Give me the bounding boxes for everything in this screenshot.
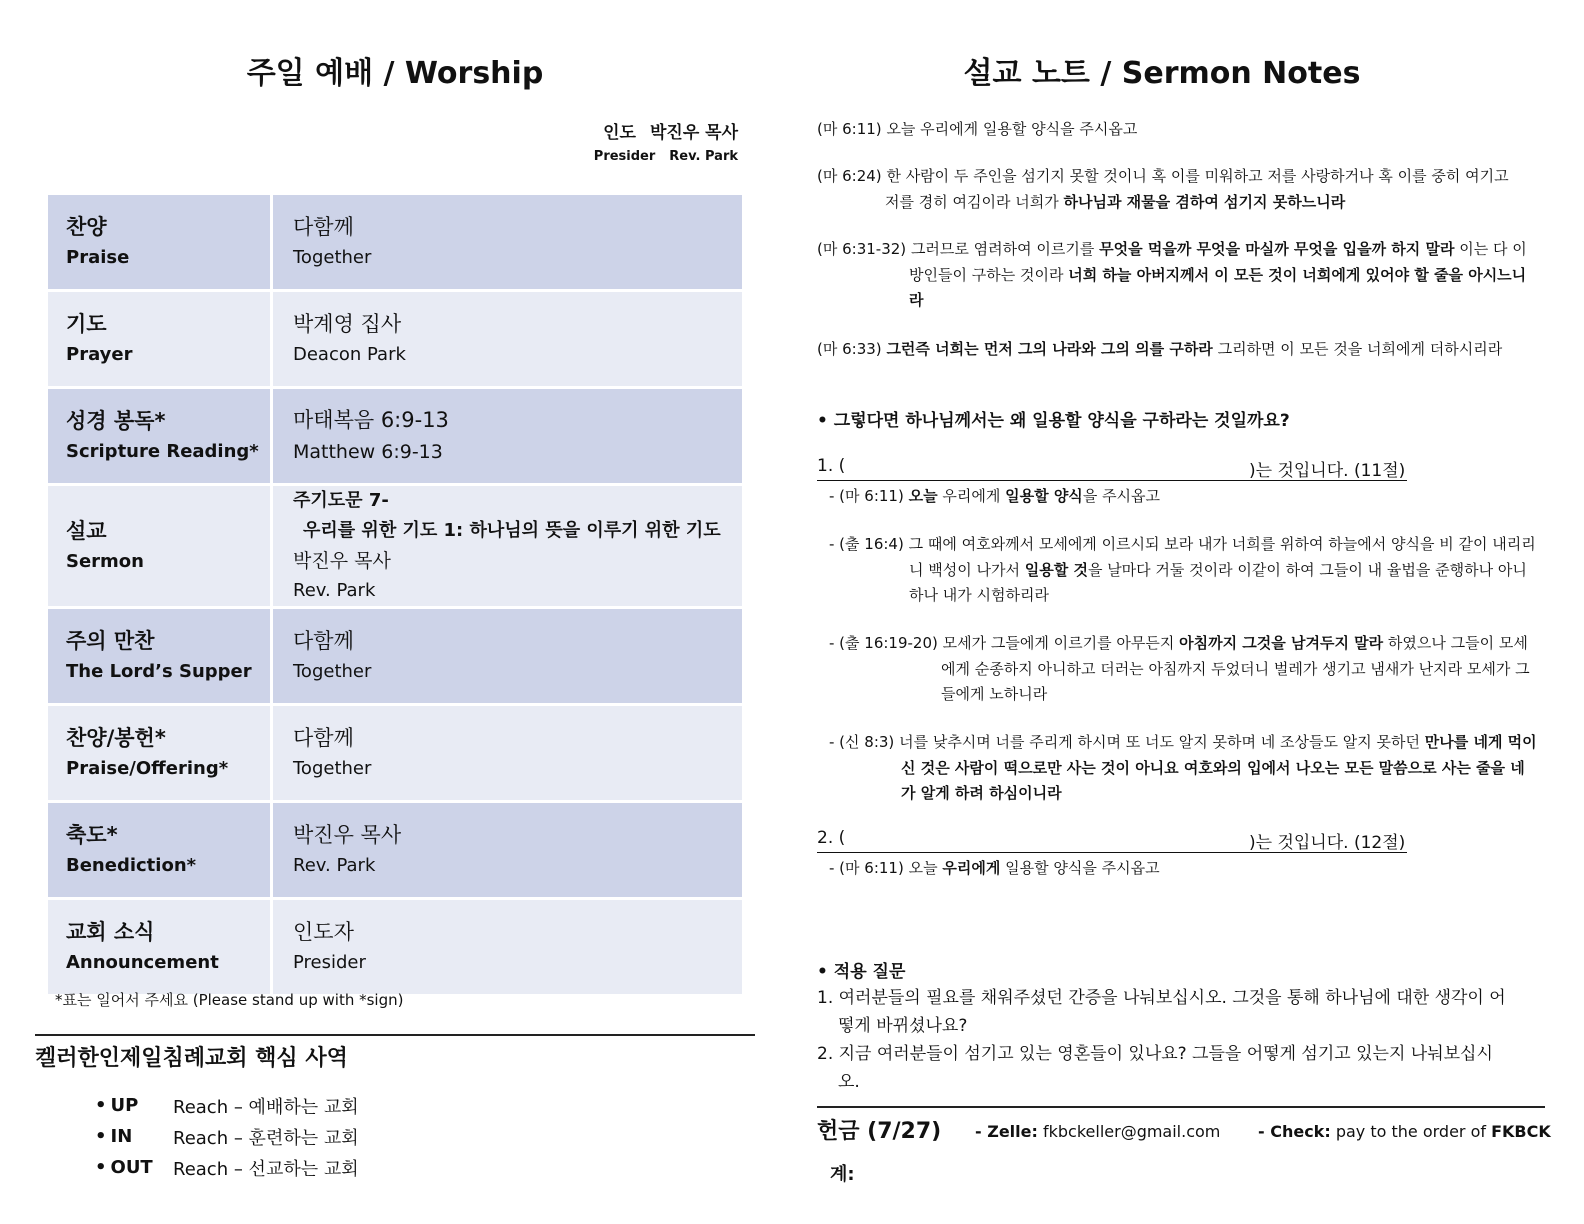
- list-item: • OUT Reach – 선교하는 교회: [95, 1152, 359, 1183]
- verse-text: 그리하면 이 모든 것을 너희에게 더하시리라: [1217, 340, 1503, 358]
- point1-verse-dt-8-3: [829, 730, 1539, 807]
- zelle-email: fkbckeller@gmail.com: [1042, 1122, 1221, 1141]
- point1-verse-mt-6-11: [829, 484, 1539, 510]
- sermon-notes-title: 설교 노트 / Sermon Notes: [963, 56, 1361, 91]
- value-ko: 박진우 목사: [293, 823, 402, 847]
- verse-emphasis: 우리에게: [942, 859, 1001, 877]
- value-ko: 다함께: [293, 629, 354, 653]
- value-en: Matthew 6:9-13: [293, 441, 443, 463]
- verse-text: 그 때에 여호와께서 모세에게 이르시되 보라 내가 너희를 위하여 하늘에서 양식을 비 같이 내리리니 백성이 나가서: [908, 535, 1536, 579]
- verse-text: 모세가 그들에게 이르기를 아무든지: [942, 634, 1175, 652]
- presider-en-name: Rev. Park: [669, 149, 738, 164]
- offering-title: 헌금 (7/27): [817, 1119, 942, 1144]
- sermon-title: 우리를 위한 기도 1: 하나님의 뜻을 이루기 위한 기도: [303, 520, 721, 541]
- worship-title: 주일 예배 / Worship: [246, 56, 544, 91]
- order-row: [47, 608, 744, 705]
- verse-emphasis: 너희 하늘 아버지께서 이 모든 것이 너희에게 있어야 할 줄을 아시느니라: [909, 265, 1527, 309]
- verse-text: 하였으나 그들이 모세에게 순종하지 아니하고 더러는 아침까지 두었더니 벌레가 생기고 냄새가 난지라 모세가 그들에게 노하니라: [941, 634, 1530, 703]
- verse-ref: (마 6:33): [817, 340, 882, 358]
- verse-ref: (마 6:24): [817, 167, 882, 185]
- list-item: 2. 지금 여러분들이 섬기고 있는 영혼들이 있나요? 그들을 어떻게 섬기고 있는지 나눠보십시: [817, 1044, 1493, 1064]
- verse-text: 너를 낮추시며 너를 주리게 하시며 또 너도 알지 못하며 네 조상들도 알지 못하던: [899, 733, 1420, 751]
- item-ko: 성경 봉독*: [66, 409, 166, 433]
- item-ko: 설교: [66, 519, 107, 543]
- value-en: Together: [293, 247, 372, 268]
- presider-ko-name: 박진우 목사: [649, 123, 738, 143]
- core-key: OUT: [110, 1157, 153, 1178]
- list-item: • UP Reach – 예배하는 교회: [95, 1090, 359, 1121]
- divider: [35, 1034, 755, 1036]
- list-item-cont: 떻게 바뀌셨나요?: [838, 1016, 968, 1036]
- list-item: • IN Reach – 훈련하는 교회: [95, 1121, 359, 1152]
- verse-mt-6-33: [817, 337, 1537, 363]
- item-en: Announcement: [66, 952, 219, 973]
- core-value: Reach – 예배하는 교회: [173, 1096, 359, 1118]
- verse-ref: (마 6:31-32): [817, 240, 907, 258]
- check-text: pay to the order of: [1335, 1122, 1486, 1141]
- offering-total-label: 계:: [830, 1164, 855, 1185]
- value-en: Presider: [293, 952, 366, 973]
- verse-emphasis: 만나를 네게 먹이신 것은 사람이 떡으로만 사는 것이 아니요 여호와의 입에서 나오는 모든 말씀으로 사는 줄을 네가 알게 하려 하심이니라: [901, 733, 1537, 802]
- order-row: [47, 802, 744, 899]
- verse-ref: - (마 6:11): [829, 487, 904, 505]
- verse-mt-6-11: [817, 117, 1537, 143]
- presider-en-label: Presider: [593, 149, 656, 164]
- item-en: Sermon: [66, 551, 144, 572]
- verse-text: 한 사람이 두 주인을 섬기지 못할 것이니 혹 이를 미워하고 저를 사랑하거나 혹 이를 중히 여기고 저를 경히 여김이라 너희가: [885, 167, 1509, 211]
- item-en: Praise: [66, 247, 130, 268]
- check-payee: FKBCK: [1491, 1122, 1551, 1141]
- item-ko: 축도*: [66, 823, 118, 847]
- verse-emphasis: 일용할 양식: [1005, 487, 1083, 505]
- order-row: [47, 194, 744, 291]
- value-ko: 다함께: [293, 726, 354, 750]
- check-label: - Check:: [1258, 1122, 1331, 1141]
- item-ko: 교회 소식: [66, 920, 155, 944]
- value-en: Rev. Park: [293, 855, 376, 876]
- blank-close: )는 것입니다. (11절): [1249, 461, 1406, 481]
- item-ko: 기도: [66, 312, 107, 336]
- item-en: Scripture Reading*: [66, 441, 259, 462]
- verse-mt-6-31-32: [817, 237, 1529, 314]
- fill-in-blank-2[interactable]: [817, 828, 1407, 853]
- verse-text: 을 날마다 거둘 것이라 이같이 하여 그들이 내 율법을 준행하나 아니하나 내가 시험하리라: [909, 560, 1527, 604]
- order-row: [47, 485, 744, 608]
- check-info: [1258, 1122, 1551, 1141]
- point1-verse-ex-16-19: [829, 631, 1539, 708]
- verse-text: 일용할 양식을 주시옵고: [1005, 859, 1160, 877]
- core-ministry-title: 켈러한인제일침례교회 핵심 사역: [35, 1046, 348, 1071]
- sermon-series: 주기도문 7-: [293, 490, 389, 511]
- core-key: IN: [110, 1126, 133, 1147]
- value-ko: 인도자: [293, 920, 354, 944]
- value-en: Rev. Park: [293, 580, 376, 601]
- item-ko: 찬양/봉헌*: [66, 726, 166, 750]
- blank-open: 2. (: [817, 828, 846, 848]
- verse-mt-6-24: [817, 164, 1522, 215]
- presider-ko-label: 인도: [603, 123, 636, 143]
- order-row: [47, 291, 744, 388]
- core-ministry-list: [95, 1090, 359, 1183]
- order-row: [47, 899, 744, 996]
- blank-open: 1. (: [817, 456, 846, 476]
- value-en: Deacon Park: [293, 344, 406, 365]
- verse-emphasis: 아침까지 그것을 남겨두지 말라: [1179, 634, 1384, 652]
- core-key: UP: [110, 1095, 139, 1116]
- fill-in-blank-1[interactable]: [817, 456, 1407, 481]
- verse-emphasis: 그런즉 너희는 먼저 그의 나라와 그의 의를 구하라: [886, 340, 1213, 358]
- item-ko: 주의 만찬: [66, 629, 155, 653]
- blank-close: )는 것입니다. (12절): [1249, 833, 1406, 853]
- verse-ref: - (출 16:4): [829, 535, 904, 553]
- divider: [817, 1106, 1545, 1108]
- verse-ref: - (출 16:19-20): [829, 634, 938, 652]
- verse-text: 그러므로 염려하여 이르기를: [910, 240, 1095, 258]
- main-question: • 그렇다면 하나님께서는 왜 일용할 양식을 구하라는 것일까요?: [817, 411, 1290, 431]
- value-en: Together: [293, 758, 372, 779]
- order-row: [47, 388, 744, 485]
- value-ko: 마태복음 6:9-13: [293, 408, 449, 432]
- verse-ref: (마 6:11): [817, 120, 882, 138]
- point2-verse-mt-6-11: [829, 856, 1539, 882]
- value-ko: 박계영 집사: [293, 312, 402, 336]
- value-en: Together: [293, 661, 372, 682]
- item-en: The Lord’s Supper: [66, 661, 252, 682]
- item-ko: 찬양: [66, 215, 107, 239]
- item-en: Prayer: [66, 344, 133, 365]
- order-of-worship-table: [45, 192, 745, 997]
- stand-up-footnote: *표는 일어서 주세요 (Please stand up with *sign): [55, 991, 404, 1009]
- presider-block: [594, 118, 738, 164]
- zelle-label: - Zelle:: [975, 1122, 1038, 1141]
- application-title: • 적용 질문: [817, 962, 906, 982]
- application-questions: [817, 984, 1527, 1096]
- verse-text: 오늘 우리에게 일용할 양식을 주시옵고: [886, 120, 1138, 138]
- verse-emphasis: 일용할 것: [1024, 560, 1088, 579]
- verse-ref: - (신 8:3): [829, 733, 895, 751]
- list-item: 1. 여러분들의 필요를 채워주셨던 간증을 나눠보십시오. 그것을 통해 하나님에 대한 생각이 어: [817, 988, 1506, 1008]
- value-ko: 다함께: [293, 215, 354, 239]
- value-ko: 박진우 목사: [293, 550, 391, 572]
- verse-text: 을 주시옵고: [1082, 487, 1161, 505]
- list-item-cont: 오.: [838, 1072, 860, 1092]
- verse-emphasis: 무엇을 먹을까 무엇을 마실까 무엇을 입을까 하지 말라: [1099, 240, 1455, 258]
- item-en: Praise/Offering*: [66, 758, 229, 779]
- verse-emphasis: 오늘: [908, 487, 938, 505]
- verse-text: 우리에게: [942, 487, 1001, 505]
- point1-verse-ex-16-4: [829, 532, 1539, 609]
- order-row: [47, 705, 744, 802]
- core-value: Reach – 선교하는 교회: [173, 1158, 359, 1180]
- core-value: Reach – 훈련하는 교회: [173, 1127, 359, 1149]
- item-en: Benediction*: [66, 855, 197, 876]
- zelle-info: [975, 1122, 1220, 1141]
- verse-text: 이는 다 이방인들이 구하는 것이라: [909, 240, 1527, 284]
- verse-emphasis: 하나님과 재물을 겸하여 섬기지 못하느니라: [1063, 192, 1346, 211]
- verse-text: 오늘: [908, 859, 938, 877]
- verse-ref: - (마 6:11): [829, 859, 904, 877]
